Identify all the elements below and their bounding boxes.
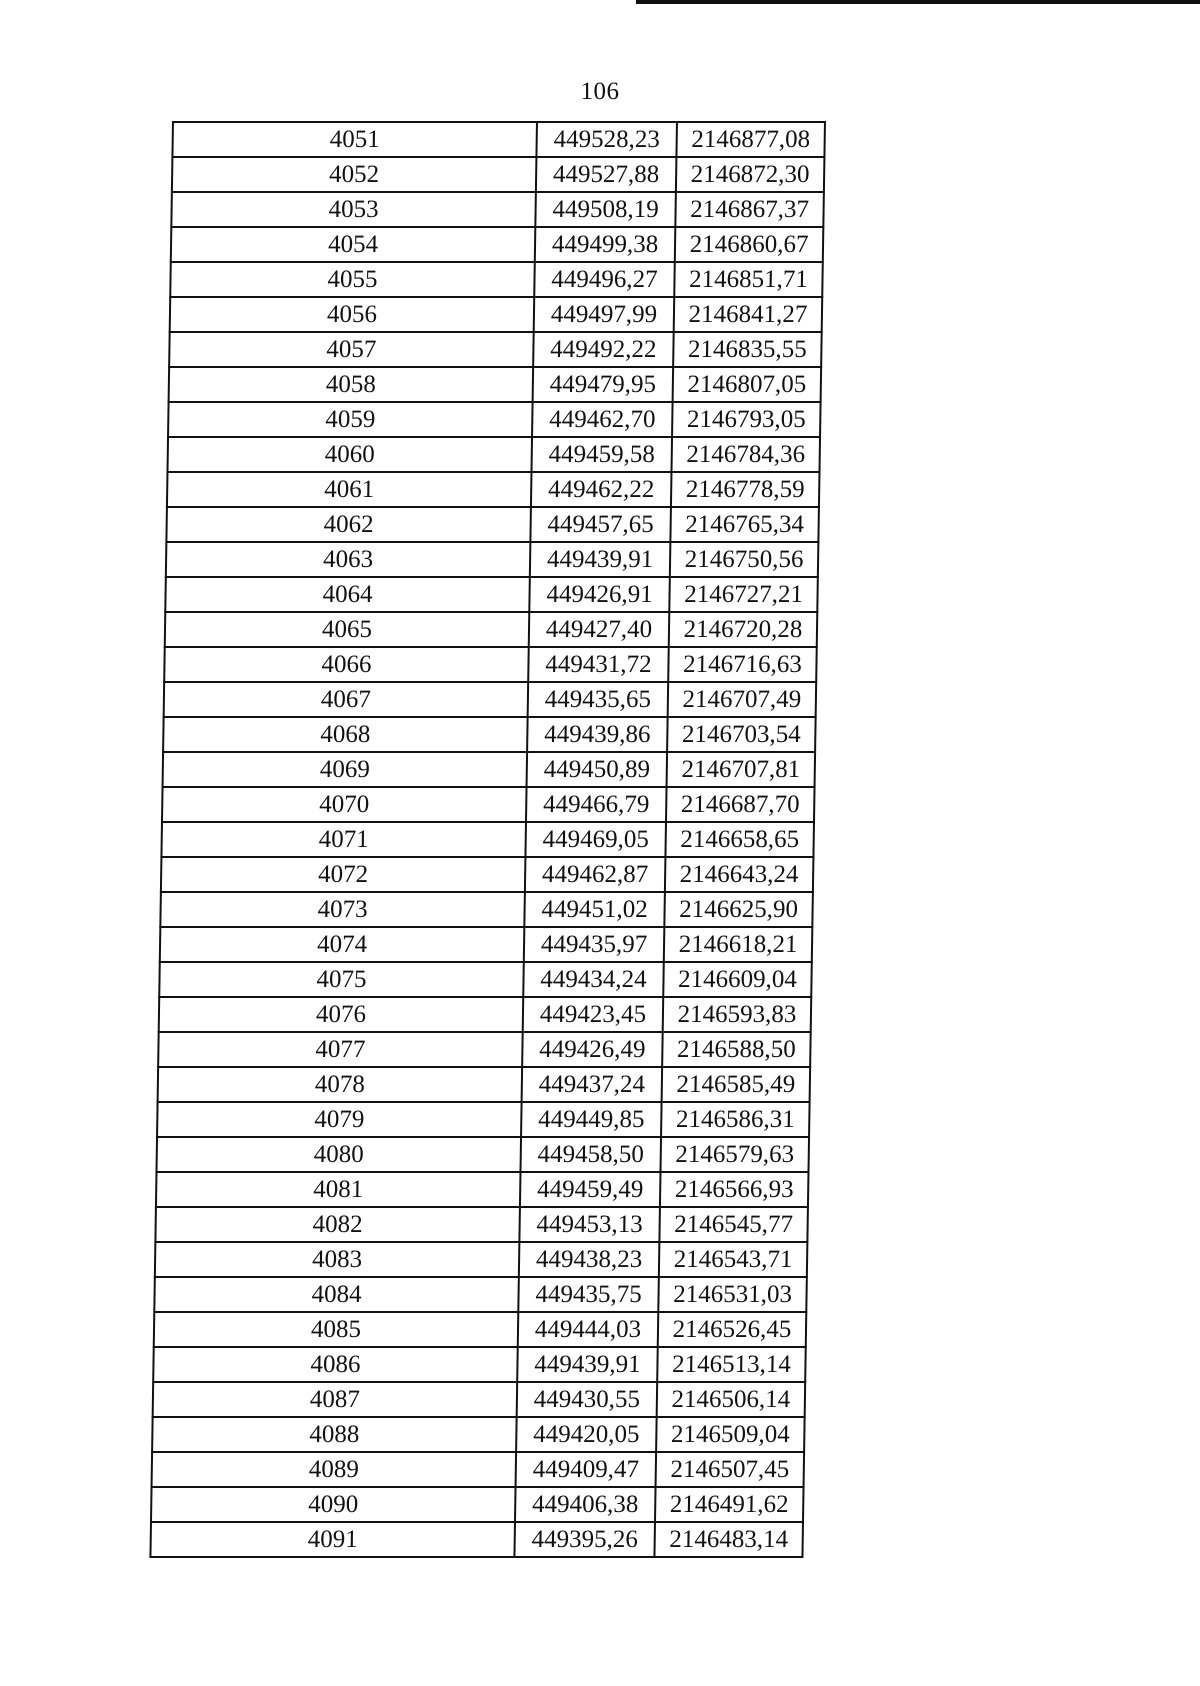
- x-coordinate-cell: 449496,27: [534, 262, 675, 297]
- table-row: [164, 682, 817, 717]
- y-coordinate-cell: 2146867,37: [675, 192, 824, 227]
- x-coordinate-cell: 449479,95: [533, 367, 674, 402]
- table-row: [158, 1032, 811, 1067]
- point-number-cell: 4088: [152, 1417, 517, 1452]
- x-coordinate-cell: 449449,85: [521, 1102, 662, 1137]
- y-coordinate-cell: 2146586,31: [661, 1102, 810, 1137]
- y-coordinate-cell: 2146716,63: [668, 647, 817, 682]
- x-coordinate-cell: 449451,02: [524, 892, 665, 927]
- table-row: [156, 1172, 809, 1207]
- y-coordinate-cell: 2146807,05: [673, 367, 822, 402]
- table-row: [171, 227, 824, 262]
- x-coordinate-cell: 449462,87: [525, 857, 666, 892]
- y-coordinate-cell: 2146507,45: [656, 1452, 805, 1487]
- point-number-cell: 4052: [172, 157, 537, 192]
- y-coordinate-cell: 2146720,28: [669, 612, 818, 647]
- y-coordinate-cell: 2146860,67: [675, 227, 824, 262]
- y-coordinate-cell: 2146579,63: [660, 1137, 809, 1172]
- table-row: [152, 1452, 805, 1487]
- y-coordinate-cell: 2146513,14: [657, 1347, 806, 1382]
- point-number-cell: 4060: [167, 437, 532, 472]
- point-number-cell: 4077: [158, 1032, 523, 1067]
- x-coordinate-cell: 449457,65: [530, 507, 671, 542]
- table-row: [167, 472, 820, 507]
- x-coordinate-cell: 449466,79: [526, 787, 667, 822]
- point-number-cell: 4066: [164, 647, 529, 682]
- y-coordinate-cell: 2146750,56: [670, 542, 819, 577]
- y-coordinate-cell: 2146593,83: [663, 997, 812, 1032]
- point-number-cell: 4091: [150, 1522, 515, 1557]
- point-number-cell: 4069: [163, 752, 528, 787]
- point-number-cell: 4057: [169, 332, 534, 367]
- point-number-cell: 4080: [156, 1137, 521, 1172]
- table-row: [167, 437, 820, 472]
- table-row: [161, 822, 814, 857]
- point-number-cell: 4090: [151, 1487, 516, 1522]
- point-number-cell: 4065: [165, 612, 530, 647]
- x-coordinate-cell: 449458,50: [520, 1137, 661, 1172]
- y-coordinate-cell: 2146588,50: [662, 1032, 811, 1067]
- y-coordinate-cell: 2146707,49: [668, 682, 817, 717]
- x-coordinate-cell: 449426,49: [522, 1032, 663, 1067]
- coordinates-table-body: [150, 122, 825, 1557]
- point-number-cell: 4085: [154, 1312, 519, 1347]
- x-coordinate-cell: 449508,19: [535, 192, 676, 227]
- point-number-cell: 4089: [152, 1452, 517, 1487]
- y-coordinate-cell: 2146483,14: [654, 1522, 803, 1557]
- x-coordinate-cell: 449450,89: [527, 752, 668, 787]
- y-coordinate-cell: 2146784,36: [671, 437, 820, 472]
- point-number-cell: 4051: [172, 122, 537, 157]
- table-row: [157, 1102, 810, 1137]
- table-row: [170, 297, 823, 332]
- table-row: [154, 1312, 807, 1347]
- table-row: [172, 122, 825, 157]
- x-coordinate-cell: 449435,75: [518, 1277, 659, 1312]
- table-row: [159, 997, 812, 1032]
- table-row: [162, 787, 815, 822]
- table-row: [165, 612, 818, 647]
- point-number-cell: 4063: [166, 542, 531, 577]
- point-number-cell: 4073: [160, 892, 525, 927]
- x-coordinate-cell: 449409,47: [516, 1452, 657, 1487]
- x-coordinate-cell: 449469,05: [525, 822, 666, 857]
- table-row: [170, 262, 823, 297]
- table-row: [160, 892, 813, 927]
- table-row: [160, 927, 813, 962]
- point-number-cell: 4071: [161, 822, 526, 857]
- y-coordinate-cell: 2146609,04: [663, 962, 812, 997]
- x-coordinate-cell: 449430,55: [517, 1382, 658, 1417]
- point-number-cell: 4076: [159, 997, 524, 1032]
- x-coordinate-cell: 449497,99: [534, 297, 675, 332]
- point-number-cell: 4056: [170, 297, 535, 332]
- point-number-cell: 4059: [168, 402, 533, 437]
- table-row: [161, 857, 814, 892]
- table-row: [154, 1277, 807, 1312]
- point-number-cell: 4072: [161, 857, 526, 892]
- point-number-cell: 4079: [157, 1102, 522, 1137]
- y-coordinate-cell: 2146566,93: [660, 1172, 809, 1207]
- table-row: [166, 542, 819, 577]
- x-coordinate-cell: 449435,65: [528, 682, 669, 717]
- x-coordinate-cell: 449427,40: [529, 612, 670, 647]
- x-coordinate-cell: 449459,58: [531, 437, 672, 472]
- y-coordinate-cell: 2146506,14: [657, 1382, 806, 1417]
- x-coordinate-cell: 449439,91: [517, 1347, 658, 1382]
- page-number: 106: [580, 78, 620, 105]
- point-number-cell: 4053: [171, 192, 536, 227]
- table-row: [166, 507, 819, 542]
- point-number-cell: 4082: [155, 1207, 520, 1242]
- table-row: [156, 1137, 809, 1172]
- point-number-cell: 4074: [160, 927, 525, 962]
- x-coordinate-cell: 449395,26: [514, 1522, 655, 1557]
- x-coordinate-cell: 449423,45: [523, 997, 664, 1032]
- table-row: [172, 157, 825, 192]
- point-number-cell: 4061: [167, 472, 532, 507]
- y-coordinate-cell: 2146545,77: [659, 1207, 808, 1242]
- x-coordinate-cell: 449462,70: [532, 402, 673, 437]
- y-coordinate-cell: 2146687,70: [666, 787, 815, 822]
- point-number-cell: 4068: [163, 717, 528, 752]
- y-coordinate-cell: 2146727,21: [669, 577, 818, 612]
- table-row: [151, 1487, 804, 1522]
- y-coordinate-cell: 2146851,71: [674, 262, 823, 297]
- x-coordinate-cell: 449492,22: [533, 332, 674, 367]
- x-coordinate-cell: 449420,05: [516, 1417, 657, 1452]
- y-coordinate-cell: 2146835,55: [673, 332, 822, 367]
- table-row: [168, 402, 821, 437]
- point-number-cell: 4064: [165, 577, 530, 612]
- y-coordinate-cell: 2146491,62: [655, 1487, 804, 1522]
- table-row: [169, 367, 822, 402]
- table-row: [169, 332, 822, 367]
- y-coordinate-cell: 2146643,24: [665, 857, 814, 892]
- point-number-cell: 4078: [158, 1067, 523, 1102]
- y-coordinate-cell: 2146543,71: [659, 1242, 808, 1277]
- y-coordinate-cell: 2146531,03: [658, 1277, 807, 1312]
- point-number-cell: 4084: [154, 1277, 519, 1312]
- x-coordinate-cell: 449462,22: [531, 472, 672, 507]
- table-row: [163, 752, 816, 787]
- y-coordinate-cell: 2146793,05: [672, 402, 821, 437]
- x-coordinate-cell: 449527,88: [536, 157, 677, 192]
- table-row: [159, 962, 812, 997]
- table-row: [165, 577, 818, 612]
- x-coordinate-cell: 449435,97: [524, 927, 665, 962]
- point-number-cell: 4062: [166, 507, 531, 542]
- table-row: [164, 647, 817, 682]
- x-coordinate-cell: 449431,72: [528, 647, 669, 682]
- x-coordinate-cell: 449444,03: [518, 1312, 659, 1347]
- y-coordinate-cell: 2146618,21: [664, 927, 813, 962]
- table-row: [158, 1067, 811, 1102]
- coordinates-table: [149, 121, 826, 1558]
- point-number-cell: 4054: [171, 227, 536, 262]
- top-border-rule: [636, 0, 1200, 4]
- x-coordinate-cell: 449434,24: [523, 962, 664, 997]
- table-row: [150, 1522, 803, 1557]
- y-coordinate-cell: 2146841,27: [674, 297, 823, 332]
- x-coordinate-cell: 449453,13: [519, 1207, 660, 1242]
- point-number-cell: 4086: [153, 1347, 518, 1382]
- table-row: [155, 1207, 808, 1242]
- y-coordinate-cell: 2146765,34: [670, 507, 819, 542]
- y-coordinate-cell: 2146703,54: [667, 717, 816, 752]
- point-number-cell: 4055: [170, 262, 535, 297]
- point-number-cell: 4075: [159, 962, 524, 997]
- point-number-cell: 4070: [162, 787, 527, 822]
- point-number-cell: 4083: [155, 1242, 520, 1277]
- y-coordinate-cell: 2146625,90: [664, 892, 813, 927]
- point-number-cell: 4081: [156, 1172, 521, 1207]
- x-coordinate-cell: 449406,38: [515, 1487, 656, 1522]
- y-coordinate-cell: 2146877,08: [676, 122, 825, 157]
- point-number-cell: 4087: [153, 1382, 518, 1417]
- table-row: [171, 192, 824, 227]
- point-number-cell: 4067: [164, 682, 529, 717]
- table-row: [153, 1382, 806, 1417]
- y-coordinate-cell: 2146872,30: [676, 157, 825, 192]
- table-row: [163, 717, 816, 752]
- table-row: [152, 1417, 805, 1452]
- y-coordinate-cell: 2146658,65: [665, 822, 814, 857]
- table-row: [153, 1347, 806, 1382]
- y-coordinate-cell: 2146707,81: [667, 752, 816, 787]
- x-coordinate-cell: 449499,38: [535, 227, 676, 262]
- y-coordinate-cell: 2146509,04: [656, 1417, 805, 1452]
- x-coordinate-cell: 449438,23: [519, 1242, 660, 1277]
- table-row: [155, 1242, 808, 1277]
- y-coordinate-cell: 2146778,59: [671, 472, 820, 507]
- x-coordinate-cell: 449439,91: [530, 542, 671, 577]
- x-coordinate-cell: 449459,49: [520, 1172, 661, 1207]
- y-coordinate-cell: 2146585,49: [662, 1067, 811, 1102]
- x-coordinate-cell: 449528,23: [536, 122, 677, 157]
- x-coordinate-cell: 449437,24: [522, 1067, 663, 1102]
- point-number-cell: 4058: [169, 367, 534, 402]
- y-coordinate-cell: 2146526,45: [658, 1312, 807, 1347]
- x-coordinate-cell: 449439,86: [527, 717, 668, 752]
- x-coordinate-cell: 449426,91: [529, 577, 670, 612]
